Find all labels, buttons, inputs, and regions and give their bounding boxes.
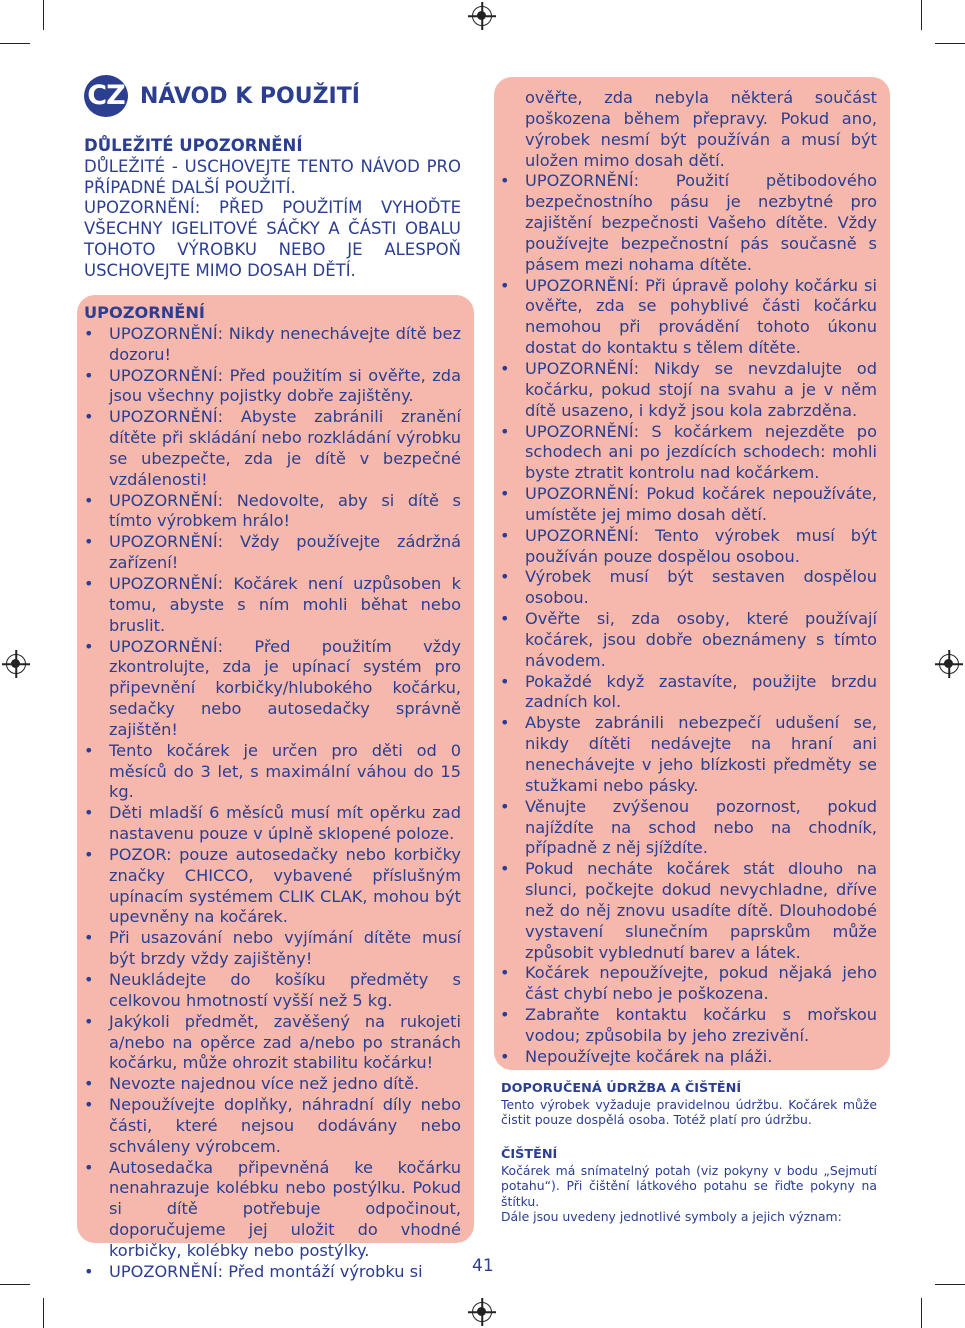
list-item: • Kočárek nepoužívejte, pokud nějaká jeho část chybí nebo je poškozena. <box>500 963 877 1005</box>
cleaning-section <box>501 1147 877 1225</box>
intro-section <box>84 136 461 282</box>
warnings-list <box>84 324 461 1283</box>
list-item: • Nevozte najednou více než jedno dítě. <box>84 1074 461 1095</box>
list-item: • UPOZORNĚNÍ: Před použitím si ověřte, zda jsou všechny pojistky dobře zajištěny. <box>84 366 461 408</box>
list-item: • UPOZORNĚNÍ: Nikdy nenechávejte dítě bez dozoru! <box>84 324 461 366</box>
cleaning-text: Kočárek má snímatelný potah (viz pokyny v bodu „Sejmutí potahu“). Při čištění látkového potahu se řiďte pokyny na štítku. <box>501 1162 877 1209</box>
list-item: • UPOZORNĚNÍ: Kočárek není uzpůsoben k tomu, abyste s ním mohli běhat nebo bruslit. <box>84 574 461 637</box>
language-badge: CZ <box>84 75 128 117</box>
list-item: • UPOZORNĚNÍ: Vždy používejte zádržná zařízení! <box>84 532 461 574</box>
crop-mark <box>935 1284 965 1285</box>
list-item: • UPOZORNĚNÍ: Použití pětibodového bezpečnostního pásu je nezbytné pro zajištění bezpečnosti Vašeho dítěte. Vždy používejte bezpečnostní pás současně s pásem mezi nohama dítěte. <box>500 171 877 275</box>
list-item: • Abyste zabránili nebezpečí udušení se, nikdy dítěti nedávejte na hraní ani nenechávejte v jeho blízkosti předměty se stužkami nebo pásky. <box>500 713 877 796</box>
cleaning-text-symbols: Dále jsou uvedeny jednotlivé symboly a jejich význam: <box>501 1209 842 1225</box>
registration-mark-icon <box>472 1302 492 1322</box>
list-item: • Tento kočárek je určen pro děti od 0 měsíců do 3 let, s maximální váhou do 15 kg. <box>84 741 461 804</box>
list-item: • Zabraňte kontaktu kočárku s mořskou vodou; způsobila by jeho zrezivění. <box>500 1005 877 1047</box>
list-item: • Děti mladší 6 měsíců musí mít opěrku zad nastavenu pouze v úplně sklopené poloze. <box>84 803 461 845</box>
registration-mark-icon <box>939 654 959 674</box>
list-item: • POZOR: pouze autosedačky nebo korbičky značky CHICCO, vybavené příslušným upínacím systémem CLIK CLAK, mohou být upevněny na kočárek. <box>84 845 461 928</box>
list-item: • UPOZORNĚNÍ: Před montáží výrobku si <box>84 1262 461 1283</box>
crop-mark <box>935 43 965 44</box>
list-item: • UPOZORNĚNÍ: Nedovolte, aby si dítě s tímto výrobkem hrálo! <box>84 491 461 533</box>
list-item: • Při usazování nebo vyjímání dítěte musí být brzdy vždy zajištěny! <box>84 928 461 970</box>
list-item: • UPOZORNĚNÍ: Pokud kočárek nepoužíváte, umístěte jej mimo dosah dětí. <box>500 484 877 526</box>
cleaning-heading: ČIŠTĚNÍ <box>501 1147 558 1162</box>
page-title: NÁVOD K POUŽITÍ <box>140 84 360 109</box>
list-item: • UPOZORNĚNÍ: S kočárkem nejezděte po schodech ani po jezdících schodech: mohli byste ztratit kontrolu nad kočárkem. <box>500 422 877 485</box>
list-item: • Pokaždé když zastavíte, použijte brzdu zadních kol. <box>500 672 877 714</box>
page-number: 41 <box>472 1256 494 1276</box>
crop-mark <box>921 0 922 30</box>
list-item: • Neukládejte do košíku předměty s celkovou hmotností vyšší než 5 kg. <box>84 970 461 1012</box>
warnings-column-right <box>500 88 877 1068</box>
list-item: • UPOZORNĚNÍ: Před použitím vždy zkontrolujte, zda je upínací systém pro připevnění korbičky/hlubokého kočárku, sedačky nebo autosedačky správně zajištěn! <box>84 637 461 741</box>
maintenance-section <box>501 1081 877 1128</box>
intro-heading: DŮLEŽITÉ UPOZORNĚNÍ <box>84 136 303 155</box>
list-item: • UPOZORNĚNÍ: Při úpravě polohy kočárku si ověřte, zda se pohyblivé části kočárku nemohou při provádění tohoto úkonu dostat do kontaktu s tělem dítěte. <box>500 276 877 359</box>
list-item: • UPOZORNĚNÍ: Nikdy se nevzdalujte od kočárku, pokud stojí na svahu a je v něm dítě usazeno, i když jsou kola zabrzděna. <box>500 359 877 422</box>
maintenance-heading: DOPORUČENÁ ÚDRŽBA A ČIŠTĚNÍ <box>501 1081 742 1096</box>
list-item: • UPOZORNĚNÍ: Tento výrobek musí být používán pouze dospělou osobou. <box>500 526 877 568</box>
warnings-heading: UPOZORNĚNÍ <box>84 303 205 322</box>
list-item: • Ověřte si, zda osoby, které používají kočárek, jsou dobře obeznámeny s tímto návodem. <box>500 609 877 672</box>
list-item: • Pokud necháte kočárek stát dlouho na slunci, počkejte dokud nevychladne, dříve než do něj znovu usadíte dítě. Dlouhodobé vystavení slunečním paprskům může způsobit vyblednutí barev a látek. <box>500 859 877 963</box>
list-item: • Jakýkoli předmět, zavěšený na rukojeti a/nebo na opěrce zad a/nebo po stranách kočárku, může ohrozit stabilitu kočárku! <box>84 1012 461 1075</box>
registration-mark-icon <box>472 6 492 26</box>
crop-mark <box>0 1284 30 1285</box>
intro-paragraph: UPOZORNĚNÍ: PŘED POUŽITÍM VYHOĎTE VŠECHNY IGELITOVÉ SÁČKY A ČÁSTI OBALU TOHOTO VÝROBKU NEBO JE ALESPOŇ USCHOVEJTE MIMO DOSAH DĚTÍ. <box>84 198 461 280</box>
list-item-continuation: ověřte, zda nebyla některá součást poškozena během přepravy. Pokud ano, výrobek nesmí být používán a musí být uložen mimo dosah dětí. <box>525 88 877 170</box>
crop-mark <box>43 0 44 30</box>
list-item: • Nepoužívejte kočárek na pláži. <box>500 1047 877 1068</box>
list-item: • Výrobek musí být sestaven dospělou osobou. <box>500 567 877 609</box>
list-item: • Věnujte zvýšenou pozornost, pokud najíždíte na schod nebo na chodník, případně z něj sjíždíte. <box>500 797 877 860</box>
list-item: • Nepoužívejte doplňky, náhradní díly nebo části, které nejsou dodávány nebo schváleny výrobcem. <box>84 1095 461 1158</box>
list-item: • Autosedačka připevněná ke kočárku nenahrazuje kolébku nebo postýlku. Pokud si dítě potřebuje odpočinout, doporučujeme jej uložit do vhodné korbičky, kolébky nebo postýlky. <box>84 1158 461 1262</box>
list-item: • UPOZORNĚNÍ: Abyste zabránili zranění dítěte při skládání nebo rozkládání výrobku se ubezpečte, zda je dítě v bezpečné vzdálenosti! <box>84 407 461 490</box>
crop-mark <box>43 1298 44 1328</box>
maintenance-text: Tento výrobek vyžaduje pravidelnou údržbu. Kočárek může čistit pouze dospělá osoba. Totéž platí pro údržbu. <box>501 1096 877 1128</box>
crop-mark <box>921 1298 922 1328</box>
warnings-column-left <box>84 303 461 1283</box>
crop-mark <box>0 43 30 44</box>
registration-mark-icon <box>6 654 26 674</box>
warnings-list <box>500 88 877 1068</box>
intro-paragraph: DŮLEŽITÉ - USCHOVEJTE TENTO NÁVOD PRO PŘÍPADNÉ DALŠÍ POUŽITÍ. <box>84 156 461 197</box>
